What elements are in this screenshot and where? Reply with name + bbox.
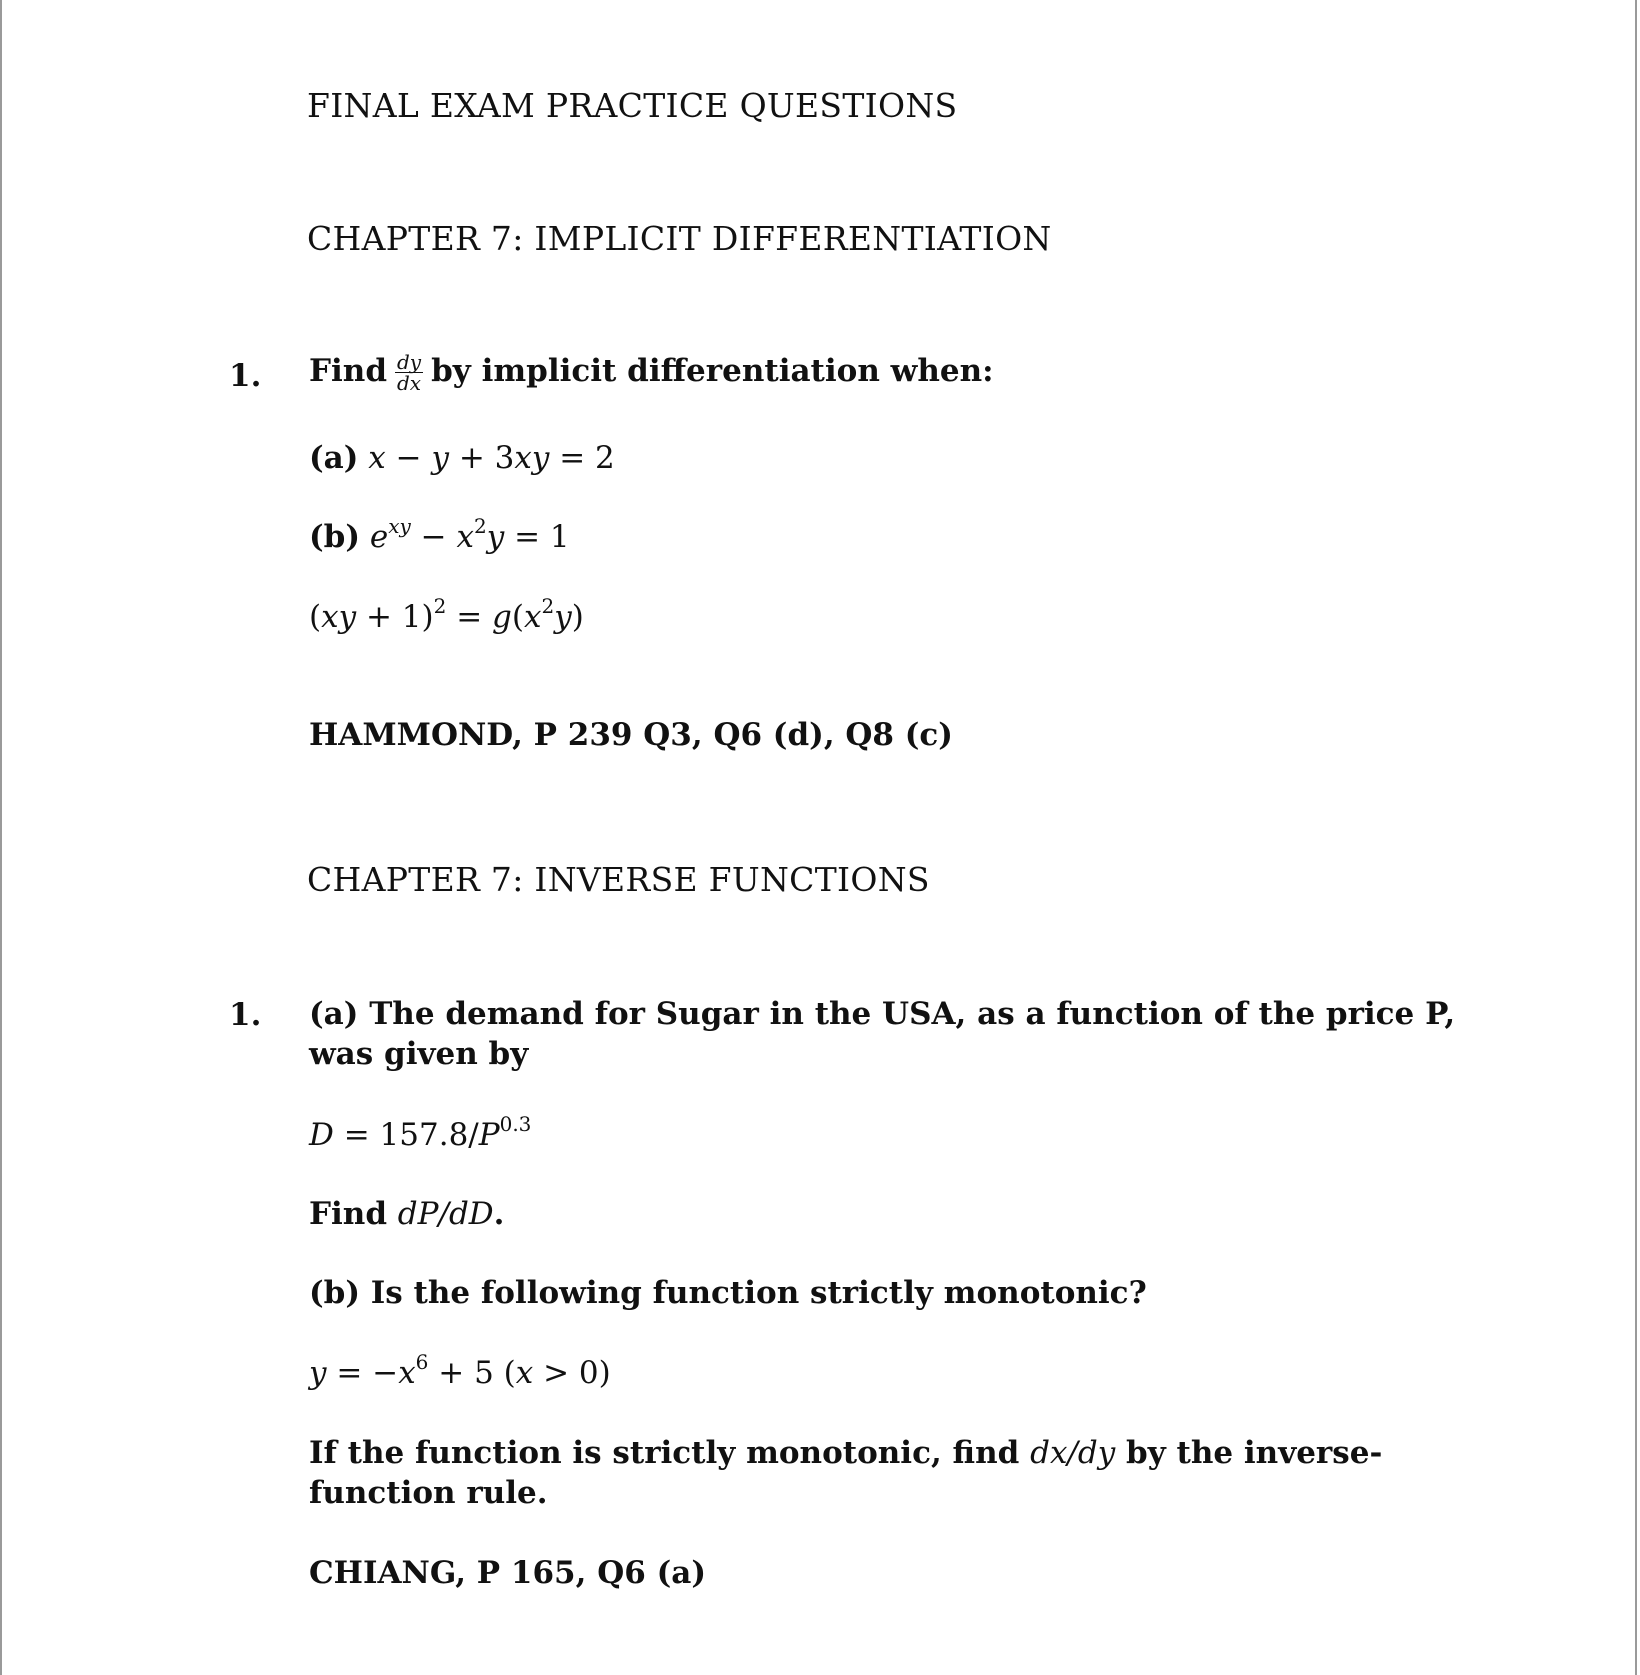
dy-dx-fraction bbox=[395, 352, 423, 393]
prompt-rest: by implicit differentiation when: bbox=[431, 353, 994, 389]
prompt-find: Find bbox=[309, 353, 387, 389]
section-heading-implicit-differentiation: CHAPTER 7: IMPLICIT DIFFERENTIATION bbox=[307, 219, 1052, 258]
page-title: FINAL EXAM PRACTICE QUESTIONS bbox=[307, 86, 958, 125]
find-dp-dd: Find dP/dD. bbox=[309, 1196, 505, 1232]
demand-question-text: (a) The demand for Sugar in the USA, as a function of the price P, was given by bbox=[309, 996, 1456, 1072]
question-number: 1. bbox=[229, 997, 262, 1033]
if-text-1: If the function is strictly monotonic, find bbox=[309, 1435, 1020, 1471]
if-text-2: by the inverse-function rule. bbox=[309, 1435, 1383, 1511]
chiang-reference: CHIANG, P 165, Q6 (a) bbox=[309, 1555, 706, 1591]
hammond-reference: HAMMOND, P 239 Q3, Q6 (d), Q8 (c) bbox=[309, 717, 953, 753]
demand-equation: $D = 157.8/P^{0.3}$ bbox=[309, 1112, 532, 1153]
part-b-equation: (b) $e^{xy} - x^2y = 1$ bbox=[309, 514, 570, 555]
part-c-equation: $(xy + 1)^2 = g(x^2y)$ bbox=[309, 594, 584, 635]
part-b-label: (b) bbox=[309, 519, 361, 555]
question-number: 1. bbox=[229, 358, 262, 394]
find-label: Find bbox=[309, 1196, 387, 1232]
part-a-equation: (a) x − y + 3xy = 2 bbox=[309, 440, 615, 476]
frac-denominator: dx bbox=[397, 371, 422, 395]
monotonic-question: (b) Is the following function strictly monotonic? bbox=[309, 1275, 1147, 1311]
section-heading-inverse-functions: CHAPTER 7: INVERSE FUNCTIONS bbox=[307, 860, 930, 899]
part-a-label: (a) bbox=[309, 440, 359, 476]
monotonic-function: $y = -x^6 + 5$ (x > 0) bbox=[309, 1350, 611, 1391]
dx-dy-expression: dx/dy bbox=[1030, 1435, 1116, 1471]
question-prompt bbox=[309, 352, 994, 393]
frac-numerator: dy bbox=[397, 350, 422, 374]
find-expression: dP/dD bbox=[397, 1196, 494, 1232]
inverse-rule-instruction bbox=[309, 1433, 1479, 1513]
